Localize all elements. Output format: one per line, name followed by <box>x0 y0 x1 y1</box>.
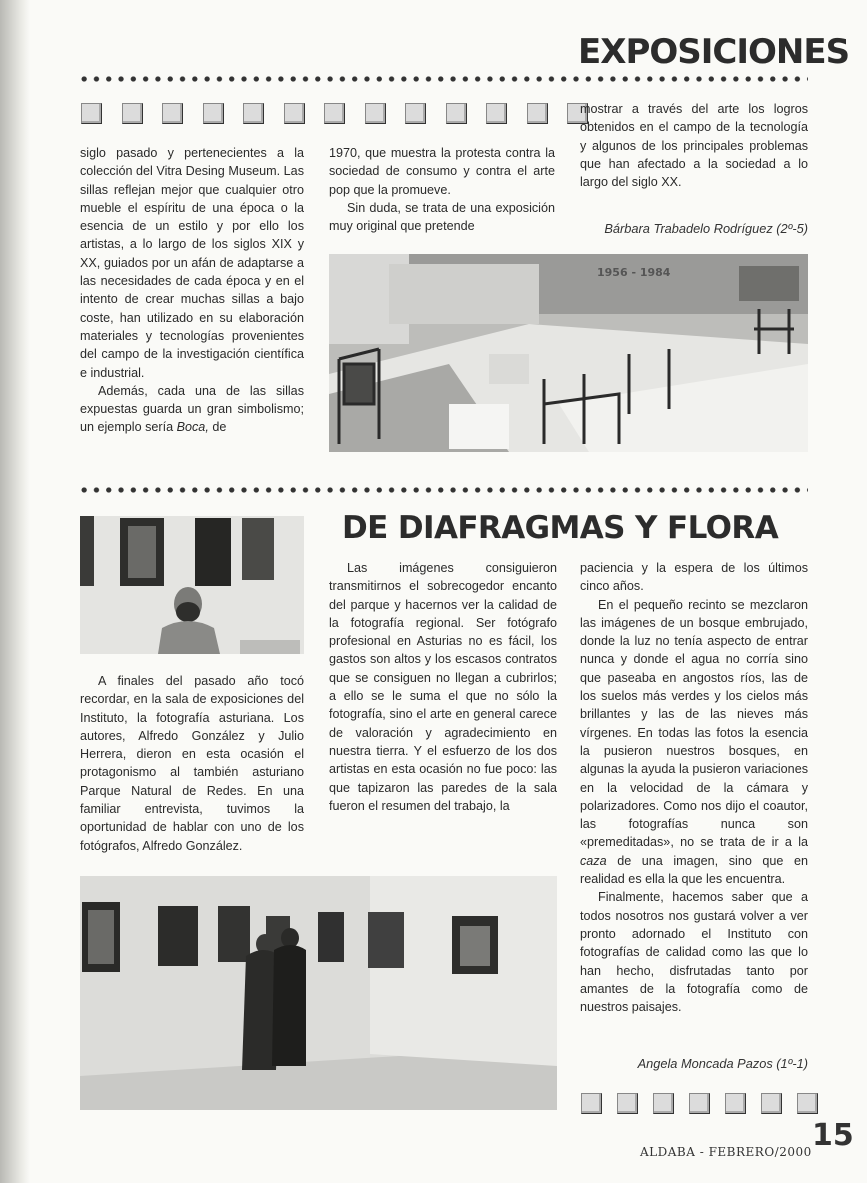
square-ornament-row <box>81 103 588 124</box>
chair-exhibition-image <box>329 254 808 452</box>
page-edge-shadow <box>0 0 30 1183</box>
square-ornament <box>797 1093 818 1114</box>
square-ornament <box>405 103 426 124</box>
dotted-rule-middle <box>78 486 808 494</box>
portrait-image <box>80 516 304 654</box>
square-ornament <box>324 103 345 124</box>
square-ornament <box>243 103 264 124</box>
square-ornament <box>761 1093 782 1114</box>
gallery-photo <box>80 876 557 1110</box>
article1-column-3 <box>580 100 808 191</box>
paragraph <box>80 382 304 437</box>
square-ornament <box>446 103 467 124</box>
paragraph: Finalmente, hacemos saber que a todos nosotros nos gustará volver a ver pronto adornado el Instituto con fotografías de calidad como las que lo han hecho, disfrutadas tanto por amantes de la fotografía como de nuestros paisajes. <box>580 890 808 1015</box>
square-ornament <box>365 103 386 124</box>
square-ornament <box>653 1093 674 1114</box>
square-ornament-row-bottom <box>581 1093 818 1114</box>
paragraph: Sin duda, se trata de una exposición muy original que pretende <box>329 200 555 234</box>
article1-author: Bárbara Trabadelo Rodríguez (2º-5) <box>604 221 808 236</box>
square-ornament <box>203 103 224 124</box>
gallery-image <box>80 876 557 1110</box>
dotted-rule-top <box>78 75 808 83</box>
square-ornament <box>725 1093 746 1114</box>
article2-title: DE DIAFRAGMAS Y FLORA <box>342 510 779 546</box>
article2-column-3 <box>580 559 808 1016</box>
square-ornament <box>284 103 305 124</box>
article2-column-2 <box>329 559 557 815</box>
paragraph-text: de <box>212 420 227 435</box>
paragraph-text: Además, cada una de las sillas expuestas guarda un gran simbolismo; un ejemplo sería <box>80 383 304 435</box>
page-number: 15 <box>812 1118 854 1153</box>
paragraph: paciencia y la espera de los últimos cinco años. <box>580 561 808 594</box>
photographer-portrait <box>80 516 304 654</box>
article2-author: Angela Moncada Pazos (1º-1) <box>637 1056 808 1071</box>
square-ornament <box>689 1093 710 1114</box>
square-ornament <box>527 103 548 124</box>
square-ornament <box>81 103 102 124</box>
square-ornament <box>486 103 507 124</box>
article2-column-1 <box>80 672 304 855</box>
italic-word: caza <box>580 853 607 868</box>
exhibition-sign: 1956 - 1984 <box>597 266 671 279</box>
paragraph: siglo pasado y pertenecientes a la colección del Vitra Desing Museum. Las sillas reflejan mejor que cualquier otro mueble el espíritu de una época o la esencia de un estilo y por ello los artistas, a lo largo de los siglos XIX y XX, guiados por un afán de adaptarse a las necesidades de cada época y en el intento de crear muchas sillas a bajo coste, han utilizado en su elaboración materiales y tecnologías provenientes del campo de la investigación científica e industrial. <box>80 146 304 380</box>
footer-publication: ALDABA - FEBRERO/2000 <box>640 1145 812 1159</box>
paragraph: Las imágenes consiguieron transmitirnos el sobrecogedor encanto del parque y hacernos ver la calidad de la fotografía regional. Ser fotógrafo profesional en Asturias no es fácil, los gastos son altos y los escasos contratos que se consiguen no llegan a cubrirlos; a ello se le suma el que no sólo la fotografía, sino el arte en general carece de valoración y agradecimiento en nuestra tierra. Y el esfuerzo de los dos artistas en esta ocasión no fue poco: las que tapizaron las paredes de la sala fueron el resumen del trabajo, la <box>329 561 557 813</box>
paragraph: 1970, que muestra la protesta contra la sociedad de consumo y contra el arte pop que la promueve. <box>329 146 555 197</box>
article1-column-1 <box>80 144 304 437</box>
paragraph-text: de una imagen, sino que en realidad es ella la que les encuentra. <box>580 853 808 887</box>
italic-word: Boca, <box>176 420 209 435</box>
article1-column-2 <box>329 144 555 235</box>
square-ornament <box>162 103 183 124</box>
paragraph <box>580 596 808 889</box>
square-ornament <box>617 1093 638 1114</box>
paragraph-text: En el pequeño recinto se mezclaron las imágenes de un bosque embrujado, donde la luz no tenía aspecto de entrar nunca y donde el agua no corría sino que paseaba en angostos ríos, las de los suelos más verdes y los cielos más brillantes y las de las nieves más vírgenes. En todas las fotos la esencia la pusieron nuestros bosques, en algunas la ayuda la pusieron variaciones en la velocidad de la cámara y polarizadores. Como nos dijo el coautor, las fotografías nunca son «premeditadas», no se trata de ir a la <box>580 597 808 850</box>
square-ornament <box>581 1093 602 1114</box>
paragraph: A finales del pasado año tocó recordar, en la sala de exposiciones del Instituto, la fotografía asturiana. Los autores, Alfredo González y Julio Herrera, dieron en esta ocasión el protagonismo al también asturiano Parque Natural de Redes. En una familiar entrevista, tuvimos la oportunidad de hablar con uno de los fotógrafos, Alfredo González. <box>80 674 304 853</box>
chair-exhibition-photo <box>329 254 808 452</box>
paragraph: mostrar a través del arte los logros obtenidos en el campo de la tecnología y algunos de los principales problemas que han afectado a la sociedad a lo largo del siglo XX. <box>580 102 808 190</box>
square-ornament <box>122 103 143 124</box>
section-title: EXPOSICIONES <box>578 32 850 72</box>
